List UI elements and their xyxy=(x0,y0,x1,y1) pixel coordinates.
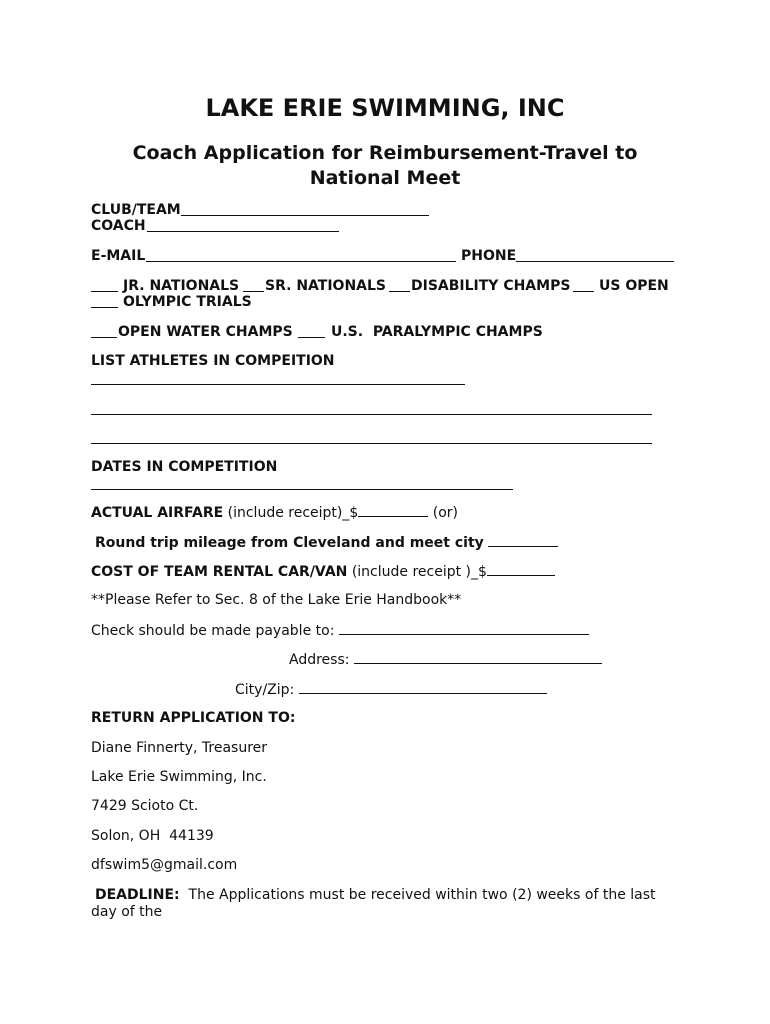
open-water-blank[interactable] xyxy=(91,337,117,338)
olympic-trials-blank[interactable] xyxy=(91,307,118,308)
deadline-text-cont: day of the xyxy=(91,904,163,920)
deadline-row xyxy=(95,887,656,903)
open-water-champs-label: OPEN WATER CHAMPS xyxy=(118,324,293,340)
address-label: Address: xyxy=(289,652,350,668)
return-heading: RETURN APPLICATION TO: xyxy=(91,710,296,726)
airfare-or: (or) xyxy=(428,505,458,521)
athletes-line-1[interactable] xyxy=(91,384,465,385)
coach-label: COACH xyxy=(91,218,146,234)
paralympic-champs-label: U.S. PARALYMPIC CHAMPS xyxy=(331,324,543,340)
us-open-blank[interactable] xyxy=(573,291,594,292)
sr-nationals-blank[interactable] xyxy=(243,291,264,292)
rental-label: COST OF TEAM RENTAL CAR/VAN xyxy=(91,564,348,580)
return-street: 7429 Scioto Ct. xyxy=(91,798,199,814)
rental-note: (include receipt )_$ xyxy=(347,564,487,580)
rental-amount-blank[interactable] xyxy=(487,563,555,576)
mileage-blank[interactable] xyxy=(488,534,558,547)
airfare-label: ACTUAL AIRFARE xyxy=(91,505,224,521)
airfare-amount-blank[interactable] xyxy=(358,504,428,517)
mileage-row xyxy=(95,534,558,551)
paralympic-blank[interactable] xyxy=(298,337,325,338)
cityzip-label: City/Zip: xyxy=(235,682,295,698)
athletes-line-3[interactable] xyxy=(91,443,652,444)
us-open-label: US OPEN xyxy=(599,278,669,294)
dates-line[interactable] xyxy=(91,489,513,490)
airfare-note: (include receipt)_$ xyxy=(223,505,359,521)
address-row xyxy=(289,651,602,668)
cityzip-blank[interactable] xyxy=(299,681,547,694)
check-payable-row xyxy=(91,622,589,639)
club-team-label: CLUB/TEAM xyxy=(91,202,181,218)
address-blank[interactable] xyxy=(354,651,602,664)
email-label: E-MAIL xyxy=(91,248,146,264)
mileage-label: Round trip mileage from Cleveland and meet city xyxy=(95,535,484,551)
check-payable-label: Check should be made payable to: xyxy=(91,623,335,639)
jr-nationals-blank[interactable] xyxy=(91,291,118,292)
club-team-line[interactable] xyxy=(181,215,429,216)
page-subtitle: Coach Application for Reimbursement-Travel to National Meet xyxy=(132,142,638,189)
email-line[interactable] xyxy=(146,261,456,262)
return-city: Solon, OH 44139 xyxy=(91,828,214,844)
disability-champs-label: DISABILITY CHAMPS xyxy=(411,278,571,294)
page-title: LAKE ERIE SWIMMING, INC xyxy=(205,94,565,122)
deadline-label: DEADLINE: xyxy=(95,887,180,903)
cityzip-row xyxy=(235,681,547,698)
airfare-row xyxy=(91,504,458,521)
athletes-label: LIST ATHLETES IN COMPEITION xyxy=(91,353,335,369)
disability-champs-blank[interactable] xyxy=(389,291,410,292)
return-name: Diane Finnerty, Treasurer xyxy=(91,740,268,756)
jr-nationals-label: JR. NATIONALS xyxy=(123,278,240,294)
phone-label: PHONE xyxy=(461,248,517,264)
check-payable-blank[interactable] xyxy=(339,622,589,635)
handbook-note: **Please Refer to Sec. 8 of the Lake Erie Handbook** xyxy=(91,592,462,608)
olympic-trials-label: OLYMPIC TRIALS xyxy=(123,294,252,310)
athletes-line-2[interactable] xyxy=(91,414,652,415)
return-org: Lake Erie Swimming, Inc. xyxy=(91,769,267,785)
coach-line[interactable] xyxy=(147,231,339,232)
deadline-text: The Applications must be received within two (2) weeks of the last xyxy=(179,887,656,903)
dates-label: DATES IN COMPETITION xyxy=(91,459,278,475)
return-email: dfswim5@gmail.com xyxy=(91,857,238,873)
phone-line[interactable] xyxy=(516,261,674,262)
sr-nationals-label: SR. NATIONALS xyxy=(265,278,386,294)
rental-row xyxy=(91,563,555,580)
